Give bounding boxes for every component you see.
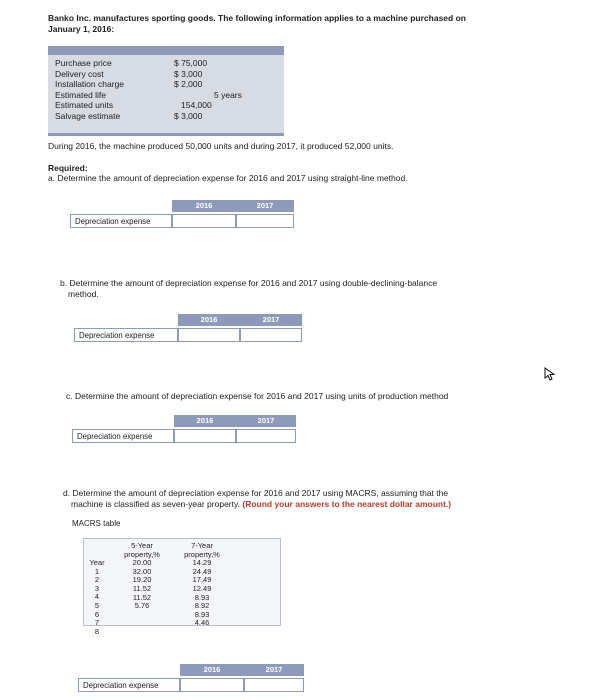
macrs-cell: 8.92 xyxy=(194,601,210,611)
depreciation-expense-label: Depreciation expense xyxy=(70,214,172,228)
part-c-text: c. Determine the amount of depreciation expense for 2016 and 2017 using units of production method xyxy=(66,391,449,401)
depreciation-expense-label: Depreciation expense xyxy=(78,678,180,692)
answer-input-2017[interactable] xyxy=(236,429,296,443)
answer-input-2017[interactable] xyxy=(244,678,304,692)
macrs-col-header: 7-Year xyxy=(191,541,213,550)
macrs-cell: 7 xyxy=(94,618,100,628)
macrs-cell: 8 xyxy=(94,626,100,636)
header-2017: 2017 xyxy=(240,314,302,326)
info-value: $ 3,000 xyxy=(174,110,203,121)
macrs-cell: 5.76 xyxy=(134,601,150,611)
macrs-cell: 4 xyxy=(94,592,100,602)
answer-input-2016[interactable] xyxy=(180,678,244,692)
macrs-cell: 5 xyxy=(94,600,100,610)
required-label: Required: xyxy=(48,163,88,173)
info-value: $ 75,000 xyxy=(174,58,208,68)
macrs-year-column xyxy=(84,559,110,636)
answer-input-2016[interactable] xyxy=(172,214,236,228)
macrs-col-header: property,% xyxy=(184,549,220,559)
header-2017: 2017 xyxy=(236,415,296,427)
part-b-line: b. Determine the amount of depreciation expense for 2016 and 2017 using double-declining-balance xyxy=(60,278,438,288)
info-label: Estimated life xyxy=(55,89,107,100)
macrs-cell: 11.52 xyxy=(132,592,152,602)
macrs-cell: 24.49 xyxy=(192,566,212,576)
macrs-cell: 20.00 xyxy=(132,558,152,568)
rounding-instruction: (Round your answers to the nearest dollar amount.) xyxy=(242,499,452,509)
answer-input-2017[interactable] xyxy=(236,214,294,228)
macrs-col-header: Year xyxy=(89,558,105,567)
macrs-seven-year-column xyxy=(176,542,228,628)
answer-input-2016[interactable] xyxy=(174,429,236,443)
macrs-five-year-column xyxy=(116,542,168,611)
macrs-col-header: 5-Year xyxy=(131,541,153,550)
macrs-cell: 12.49 xyxy=(192,583,212,593)
info-label: Purchase price xyxy=(55,58,112,68)
part-d-line: machine is classified as seven-year property. xyxy=(71,499,240,509)
answer-input-2016[interactable] xyxy=(178,328,240,342)
header-2017: 2017 xyxy=(236,200,294,212)
depreciation-expense-label: Depreciation expense xyxy=(72,429,174,443)
macrs-cell: 6 xyxy=(94,609,100,619)
info-value: 154,000 xyxy=(181,100,212,110)
part-b-line: method. xyxy=(68,289,99,299)
info-label: Estimated units xyxy=(55,100,114,110)
part-d-line: d. Determine the amount of depreciation expense for 2016 and 2017 using MACRS, assuming that the xyxy=(63,488,449,498)
macrs-cell: 14.29 xyxy=(192,558,212,568)
macrs-col-header: property,% xyxy=(124,549,160,559)
header-2016: 2016 xyxy=(174,415,236,427)
macrs-cell: 8.93 xyxy=(194,609,210,619)
macrs-cell: 8.93 xyxy=(194,592,210,602)
macrs-cell: 3 xyxy=(94,583,100,593)
answer-input-2017[interactable] xyxy=(240,328,302,342)
macrs-table-label: MACRS table xyxy=(72,519,121,528)
header-2016: 2016 xyxy=(180,664,244,676)
info-labels xyxy=(55,58,124,121)
macrs-table xyxy=(83,538,281,636)
macrs-cell: 32.00 xyxy=(132,566,152,576)
info-label: Salvage estimate xyxy=(55,110,121,121)
info-label: Installation charge xyxy=(55,79,124,89)
header-2017: 2017 xyxy=(244,664,304,676)
part-b-text xyxy=(60,278,437,300)
info-box xyxy=(48,46,284,136)
header-2016: 2016 xyxy=(172,200,236,212)
macrs-cell: 11.52 xyxy=(132,583,152,593)
mouse-cursor-icon xyxy=(544,367,556,381)
info-value: 5 years xyxy=(214,89,242,100)
info-values xyxy=(174,58,254,121)
macrs-cell: 19.20 xyxy=(132,575,152,585)
production-text: During 2016, the machine produced 50,000 units and during 2017, it produced 52,000 units. xyxy=(48,141,394,151)
depreciation-expense-label: Depreciation expense xyxy=(74,328,178,342)
part-a-text: a. Determine the amount of depreciation expense for 2016 and 2017 using straight-line method. xyxy=(48,173,408,183)
info-label: Delivery cost xyxy=(55,68,104,79)
macrs-cell: 4.46 xyxy=(194,618,210,628)
header-2016: 2016 xyxy=(178,314,240,326)
info-value: $ 3,000 xyxy=(174,68,203,79)
info-value: $ 2,000 xyxy=(174,79,203,89)
macrs-cell: 17.49 xyxy=(192,575,212,585)
macrs-cell: 1 xyxy=(94,566,100,576)
macrs-cell: 2 xyxy=(94,575,100,585)
intro-text: Banko Inc. manufactures sporting goods. The following information applies to a machine purchased on January 1, 2016: xyxy=(48,13,466,34)
part-d-text xyxy=(63,488,533,510)
